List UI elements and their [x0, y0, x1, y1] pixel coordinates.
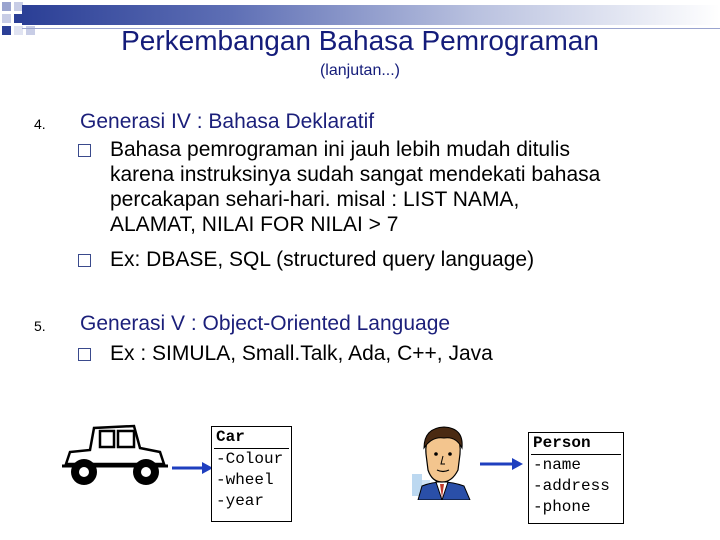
bullet-text: Ex: DBASE, SQL (structured query language) [110, 248, 535, 271]
hollow-square-bullet-icon [78, 348, 91, 361]
class-name: Person [533, 434, 591, 452]
class-attribute: -phone [533, 498, 591, 516]
class-attribute: -wheel [216, 471, 274, 489]
bullet-text [110, 137, 670, 237]
section-number: 4. [34, 116, 46, 132]
class-box-person [528, 432, 624, 524]
header-gradient-bar [22, 5, 720, 25]
slide-title: Perkembangan Bahasa Pemrograman [121, 25, 599, 56]
class-attribute: -Colour [216, 450, 284, 468]
bullet-line: karena instruksinya sudah sangat mendekati bahasa [110, 163, 601, 186]
bullet-line: Bahasa pemrograman ini jauh lebih mudah ditulis [110, 138, 570, 161]
class-attribute: -address [533, 477, 610, 495]
vintage-car-icon [60, 418, 172, 490]
section-heading: Generasi V : Object-Oriented Language [80, 312, 451, 335]
section-heading: Generasi IV : Bahasa Deklaratif [80, 110, 375, 133]
bullet-line: ALAMAT, NILAI FOR NILAI > 7 [110, 213, 399, 236]
bullet-text: Ex : SIMULA, Small.Talk, Ada, C++, Java [110, 342, 493, 365]
arrow-right-icon [172, 460, 214, 476]
hollow-square-bullet-icon [78, 254, 91, 267]
class-attribute: -year [216, 492, 265, 510]
section-number: 5. [34, 318, 46, 334]
class-name: Car [216, 428, 245, 446]
class-attribute: -name [533, 456, 582, 474]
slide-subtitle: (lanjutan...) [319, 62, 401, 79]
man-portrait-icon [408, 424, 478, 500]
class-box-car [211, 426, 292, 522]
bullet-line: percakapan sehari-hari. misal : LIST NAMA, [110, 188, 520, 211]
hollow-square-bullet-icon [78, 144, 91, 157]
arrow-right-icon [480, 456, 524, 472]
